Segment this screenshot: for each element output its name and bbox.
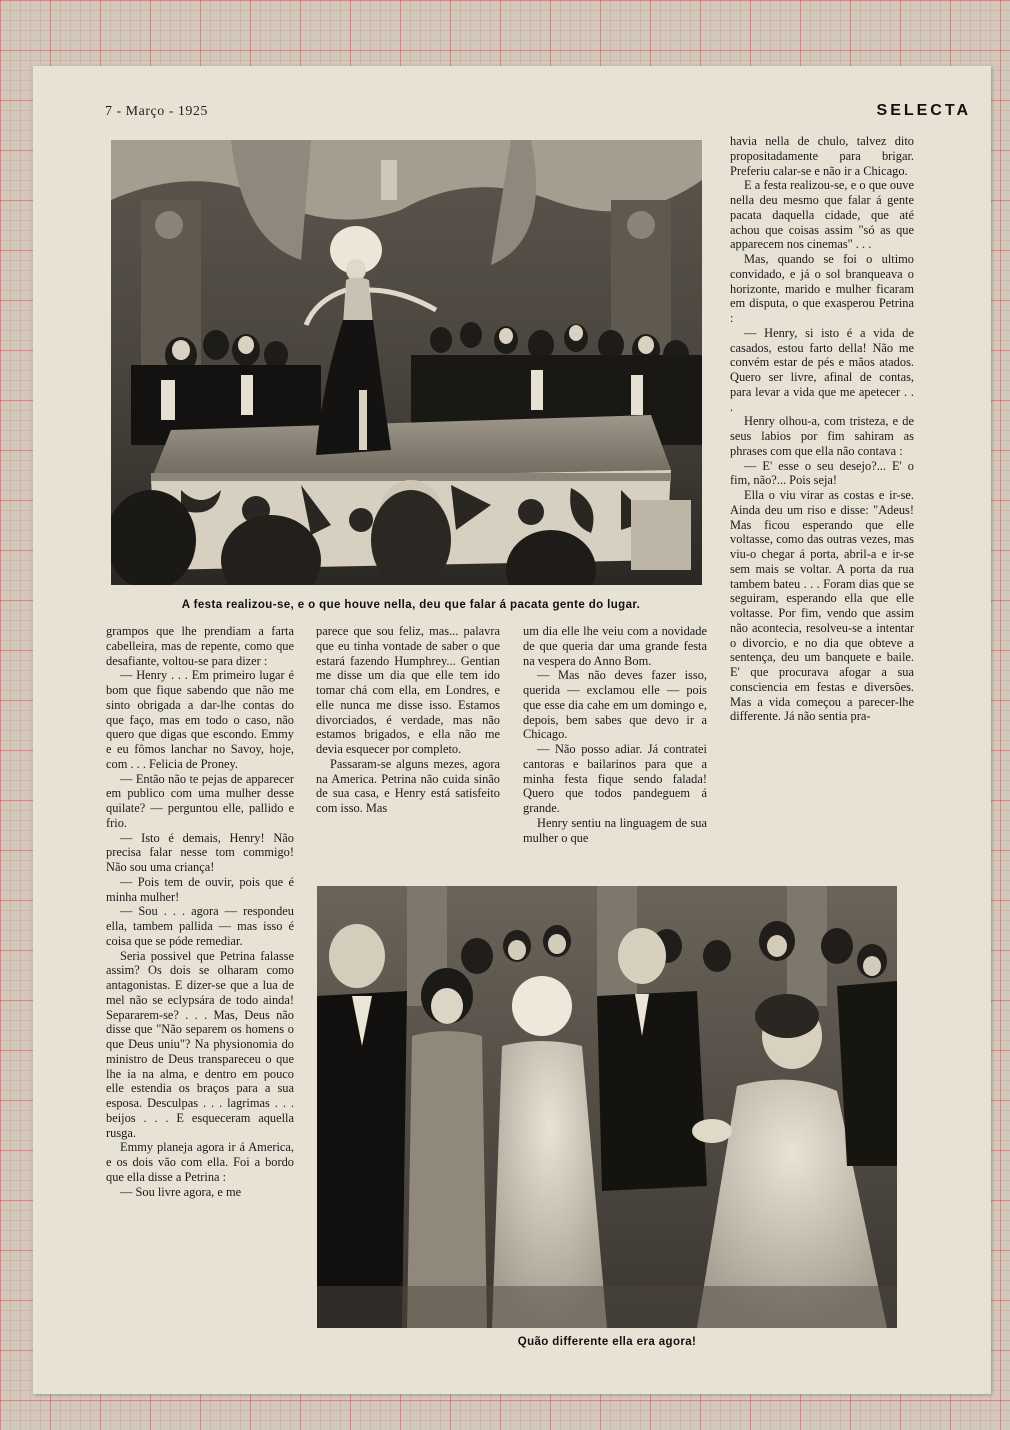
paragraph: — Não posso adiar. Já contratei cantoras e bailarinos para que a minha festa fique sendo falada! Quero que todos pandeguem á grande. bbox=[523, 742, 707, 815]
paragraph: — Henry, si isto é a vida de casados, estou farto della! Não me convém estar de pés e mãos atados. Quero ser livre, afinal de contas, para levar a vida que me apetecer . . . bbox=[730, 325, 914, 414]
paragraph: um dia elle lhe veiu com a novidade de que queria dar uma grande festa na vespera do Anno Bom. bbox=[523, 624, 707, 668]
paragraph: grampos que lhe prendiam a farta cabelleira, mas de repente, como que desafiante, voltou-se para dizer : bbox=[106, 624, 294, 668]
bottom-photo-caption: Quão differente ella era agora! bbox=[517, 1336, 697, 1348]
issue-date: 7 - Março - 1925 bbox=[105, 104, 208, 119]
paragraph: E a festa realizou-se, e o que ouve nella deu mesmo que falar á gente pacata daquella cidade, que até achou que coisas assim "só as que apparecem nos cinemas" . . . bbox=[730, 178, 914, 252]
paragraph: Mas, quando se foi o ultimo convidado, e já o sol branqueava o horizonte, marido e mulher ficaram em disputa, o que exasperou Petrina : bbox=[730, 252, 914, 325]
paragraph: Henry sentiu na linguagem de sua mulher o que bbox=[523, 815, 707, 845]
paragraph: Ella o viu virar as costas e ir-se. Ainda deu um riso e disse: "Adeus! Mas ficou esperando que elle voltasse, como das outras vezes, mas viu-o chegar á porta, abril-a e ir-se sem mais se voltar. A porta da rua tambem bateu . . . Foram dias que se seguiram, esperando ella que elle voltasse. Por fim, vendo que assim não acontecia, resolveu-se a intentar o divorcio, e no dia que obteve a sentença, deu um banquete e baile. E' que procurava afogar a sua consciencia em festas e diversões. Mas a vida começou a parecer-lhe differente. Já não sentia pra- bbox=[730, 488, 914, 724]
column-2 bbox=[316, 624, 500, 816]
paragraph: — Sou . . . agora — respondeu ella, tambem pallida — mas isso é coisa que se póde remediar. bbox=[106, 904, 294, 948]
magazine-title: SELECTA bbox=[876, 102, 971, 119]
column-3 bbox=[523, 624, 707, 845]
paragraph: — Então não te pejas de apparecer em publico com uma mulher desse quilate? — perguntou elle, pallido e frio. bbox=[106, 771, 294, 830]
paragraph: Emmy planeja agora ir á America, e os dois vão com ella. Foi a bordo que ella disse a Petrina : bbox=[106, 1140, 294, 1184]
paragraph: parece que sou feliz, mas... palavra que eu tinha vontade de saber o que estará fazendo Humphrey... Gentian me disse um dia que elle tem ido tomar chá com ella, em Londres, e elle nunca me disse isso. Estamos divorciados, é verdade, mas não estamos brigados, e ella não me devia esquecer por completo. bbox=[316, 624, 500, 756]
paragraph: — Henry . . . Em primeiro lugar é bom que fique sabendo que não me sinto obrigada a dar-lhe contas do que faço, mas em todo o caso, não quero que digas que escondo. Emmy e eu fômos lanchar no Savoy, hoje, com . . . Felicia de Proney. bbox=[106, 668, 294, 771]
paragraph: Seria possivel que Petrina falasse assim? Os dois se olharam como antagonistas. E dizer-se que a lua de mel não se eclypsára de todo ainda! Separarem-se? . . . Mas, Deus não disse que "Não separem os homens o que Deus uniu"? Na physionomia do ministro de Deus transpareceu o que lhe ia na alma, e dentro em pouco elle estendia os braços para a sua esposa. Desculpas . . . lagrimas . . . beijos . . . E esqueceram aquella rusga. bbox=[106, 948, 294, 1140]
column-1 bbox=[106, 624, 294, 1199]
paragraph: — Isto é demais, Henry! Não precisa falar nesse tom commigo! Não sou uma criança! bbox=[106, 830, 294, 874]
paragraph: havia nella de chulo, talvez dito propositadamente para brigar. Preferiu calar-se e não ir a Chicago. bbox=[730, 134, 914, 178]
top-photo bbox=[111, 140, 702, 585]
bottom-photo-image bbox=[317, 886, 897, 1328]
paragraph: Passaram-se alguns mezes, agora na America. Petrina não cuida sinão de sua casa, e Henry está satisfeito com isso. Mas bbox=[316, 756, 500, 815]
paragraph: — Pois tem de ouvir, pois que é minha mulher! bbox=[106, 874, 294, 904]
top-photo-caption: A festa realizou-se, e o que houve nella, deu que falar á pacata gente do lugar. bbox=[181, 599, 641, 611]
column-right-top bbox=[730, 134, 914, 724]
paragraph: Henry olhou-a, com tristeza, e de seus labios por fim sahiram as phrases com que ella não contava : bbox=[730, 414, 914, 458]
paragraph: — Mas não deves fazer isso, querida — exclamou elle — pois que esse dia cahe em um domingo e, depois, bem sabes que devo ir a Chicago. bbox=[523, 668, 707, 742]
paragraph: — E' esse o seu desejo?... E' o fim, não?... Pois seja! bbox=[730, 458, 914, 488]
paragraph: — Sou livre agora, e me bbox=[120, 1184, 242, 1199]
magazine-page bbox=[33, 66, 991, 1394]
top-photo-image bbox=[111, 140, 702, 585]
bottom-photo bbox=[317, 886, 897, 1328]
